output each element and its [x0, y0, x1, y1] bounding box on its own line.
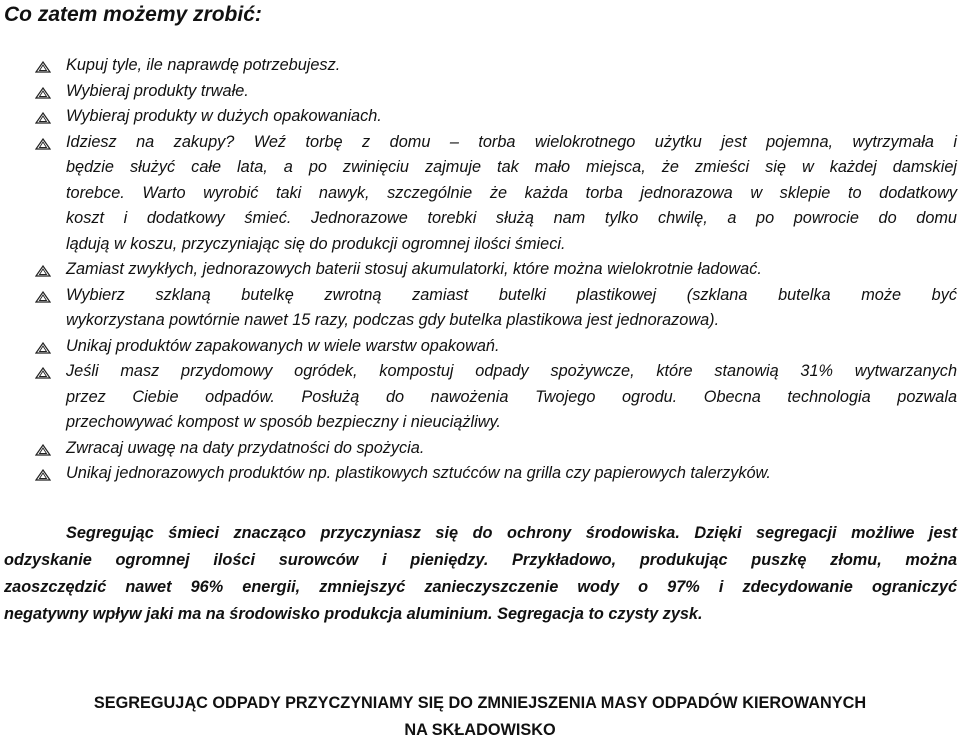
- summary-paragraph: [4, 520, 957, 628]
- list-item: [0, 130, 960, 258]
- triangle-outline-icon: [35, 291, 51, 303]
- list-item-text: koszt i dodatkowy śmieć. Jednorazowe torebki służą nam tylko chwilę, a po powrocie do domu: [66, 209, 957, 227]
- list-item-text: przez Ciebie odpadów. Posłużą do nawożenia Twojego ogrodu. Obecna technologia pozwala: [66, 387, 957, 406]
- list-item-text: wykorzystana powtórnie nawet 15 razy, podczas gdy butelka plastikowa jest jednorazowa).: [66, 311, 720, 329]
- list-item-text: lądują w koszu, przyczyniając się do produkcji ogromnej ilości śmieci.: [66, 234, 566, 253]
- summary-line: Segregując śmieci znacząco przyczyniasz się do ochrony środowiska. Dzięki segregacji możliwe jest: [66, 524, 957, 542]
- list-item: [0, 436, 960, 462]
- list-item-text: przechowywać kompost w sposób bezpieczny i nieuciążliwy.: [66, 413, 501, 431]
- slogan-line: NA SKŁADOWISKO: [404, 721, 556, 739]
- list-item-text: Unikaj produktów zapakowanych w wiele warstw opakowań.: [66, 336, 500, 355]
- list-item-text: Jeśli masz przydomowy ogródek, kompostuj odpady spożywcze, które stanowią 31% wytwarzanych: [66, 362, 957, 380]
- triangle-outline-icon: [35, 469, 51, 481]
- list-item: [0, 461, 960, 487]
- list-item: [0, 79, 960, 105]
- slogan-line: SEGREGUJĄC ODPADY PRZYCZYNIAMY SIĘ DO ZMNIEJSZENIA MASY ODPADÓW KIEROWANYCH: [93, 694, 867, 712]
- triangle-outline-icon: [35, 138, 51, 150]
- list-item-text: będzie służyć całe lata, a po zwinięciu zajmuje tak mało miejsca, że zmieści się w każdej damskiej: [66, 158, 957, 176]
- slogan: [0, 690, 960, 744]
- list-item: [0, 53, 960, 79]
- triangle-outline-icon: [35, 87, 51, 99]
- list-item: [0, 104, 960, 130]
- triangle-outline-icon: [35, 112, 51, 124]
- list-item-text: Wybierz szklaną butelkę zwrotną zamiast butelki plastikowej (szklana butelka może być: [66, 285, 957, 304]
- list-item-text: Wybieraj produkty trwałe.: [66, 81, 249, 100]
- page-heading: Co zatem możemy zrobić:: [4, 3, 262, 26]
- list-item-text: torebce. Warto wyrobić taki nawyk, szczególnie że każda torba jednorazowa w sklepie to dodatkowy: [66, 183, 957, 202]
- triangle-outline-icon: [35, 367, 51, 379]
- list-item-text: Zamiast zwykłych, jednorazowych baterii stosuj akumulatorki, które można wielokrotnie ładować.: [66, 260, 762, 278]
- triangle-outline-icon: [35, 265, 51, 277]
- tips-list: [0, 53, 960, 487]
- triangle-outline-icon: [35, 444, 51, 456]
- triangle-outline-icon: [35, 61, 51, 73]
- list-item-text: Wybieraj produkty w dużych opakowaniach.: [66, 107, 382, 125]
- list-item: [0, 359, 960, 436]
- list-item: [0, 283, 960, 334]
- list-item: [0, 257, 960, 283]
- summary-line: odzyskanie ogromnej ilości surowców i pieniędzy. Przykładowo, produkując puszkę złomu, można: [4, 551, 957, 569]
- list-item-text: Idziesz na zakupy? Weź torbę z domu – torba wielokrotnego użytku jest pojemna, wytrzymała i: [66, 132, 957, 151]
- summary-line: negatywny wpływ jaki ma na środowisko produkcja aluminium. Segregacja to czysty zysk.: [4, 605, 703, 623]
- summary-line: zaoszczędzić nawet 96% energii, zmniejszyć zanieczyszczenie wody o 97% i zdecydowanie ograniczyć: [4, 578, 957, 596]
- triangle-outline-icon: [35, 342, 51, 354]
- list-item-text: Zwracaj uwagę na daty przydatności do spożycia.: [66, 438, 425, 457]
- list-item-text: Unikaj jednorazowych produktów np. plastikowych sztućców na grilla czy papierowych talerzyków.: [66, 464, 771, 482]
- list-item-text: Kupuj tyle, ile naprawdę potrzebujesz.: [66, 56, 341, 74]
- list-item: [0, 334, 960, 360]
